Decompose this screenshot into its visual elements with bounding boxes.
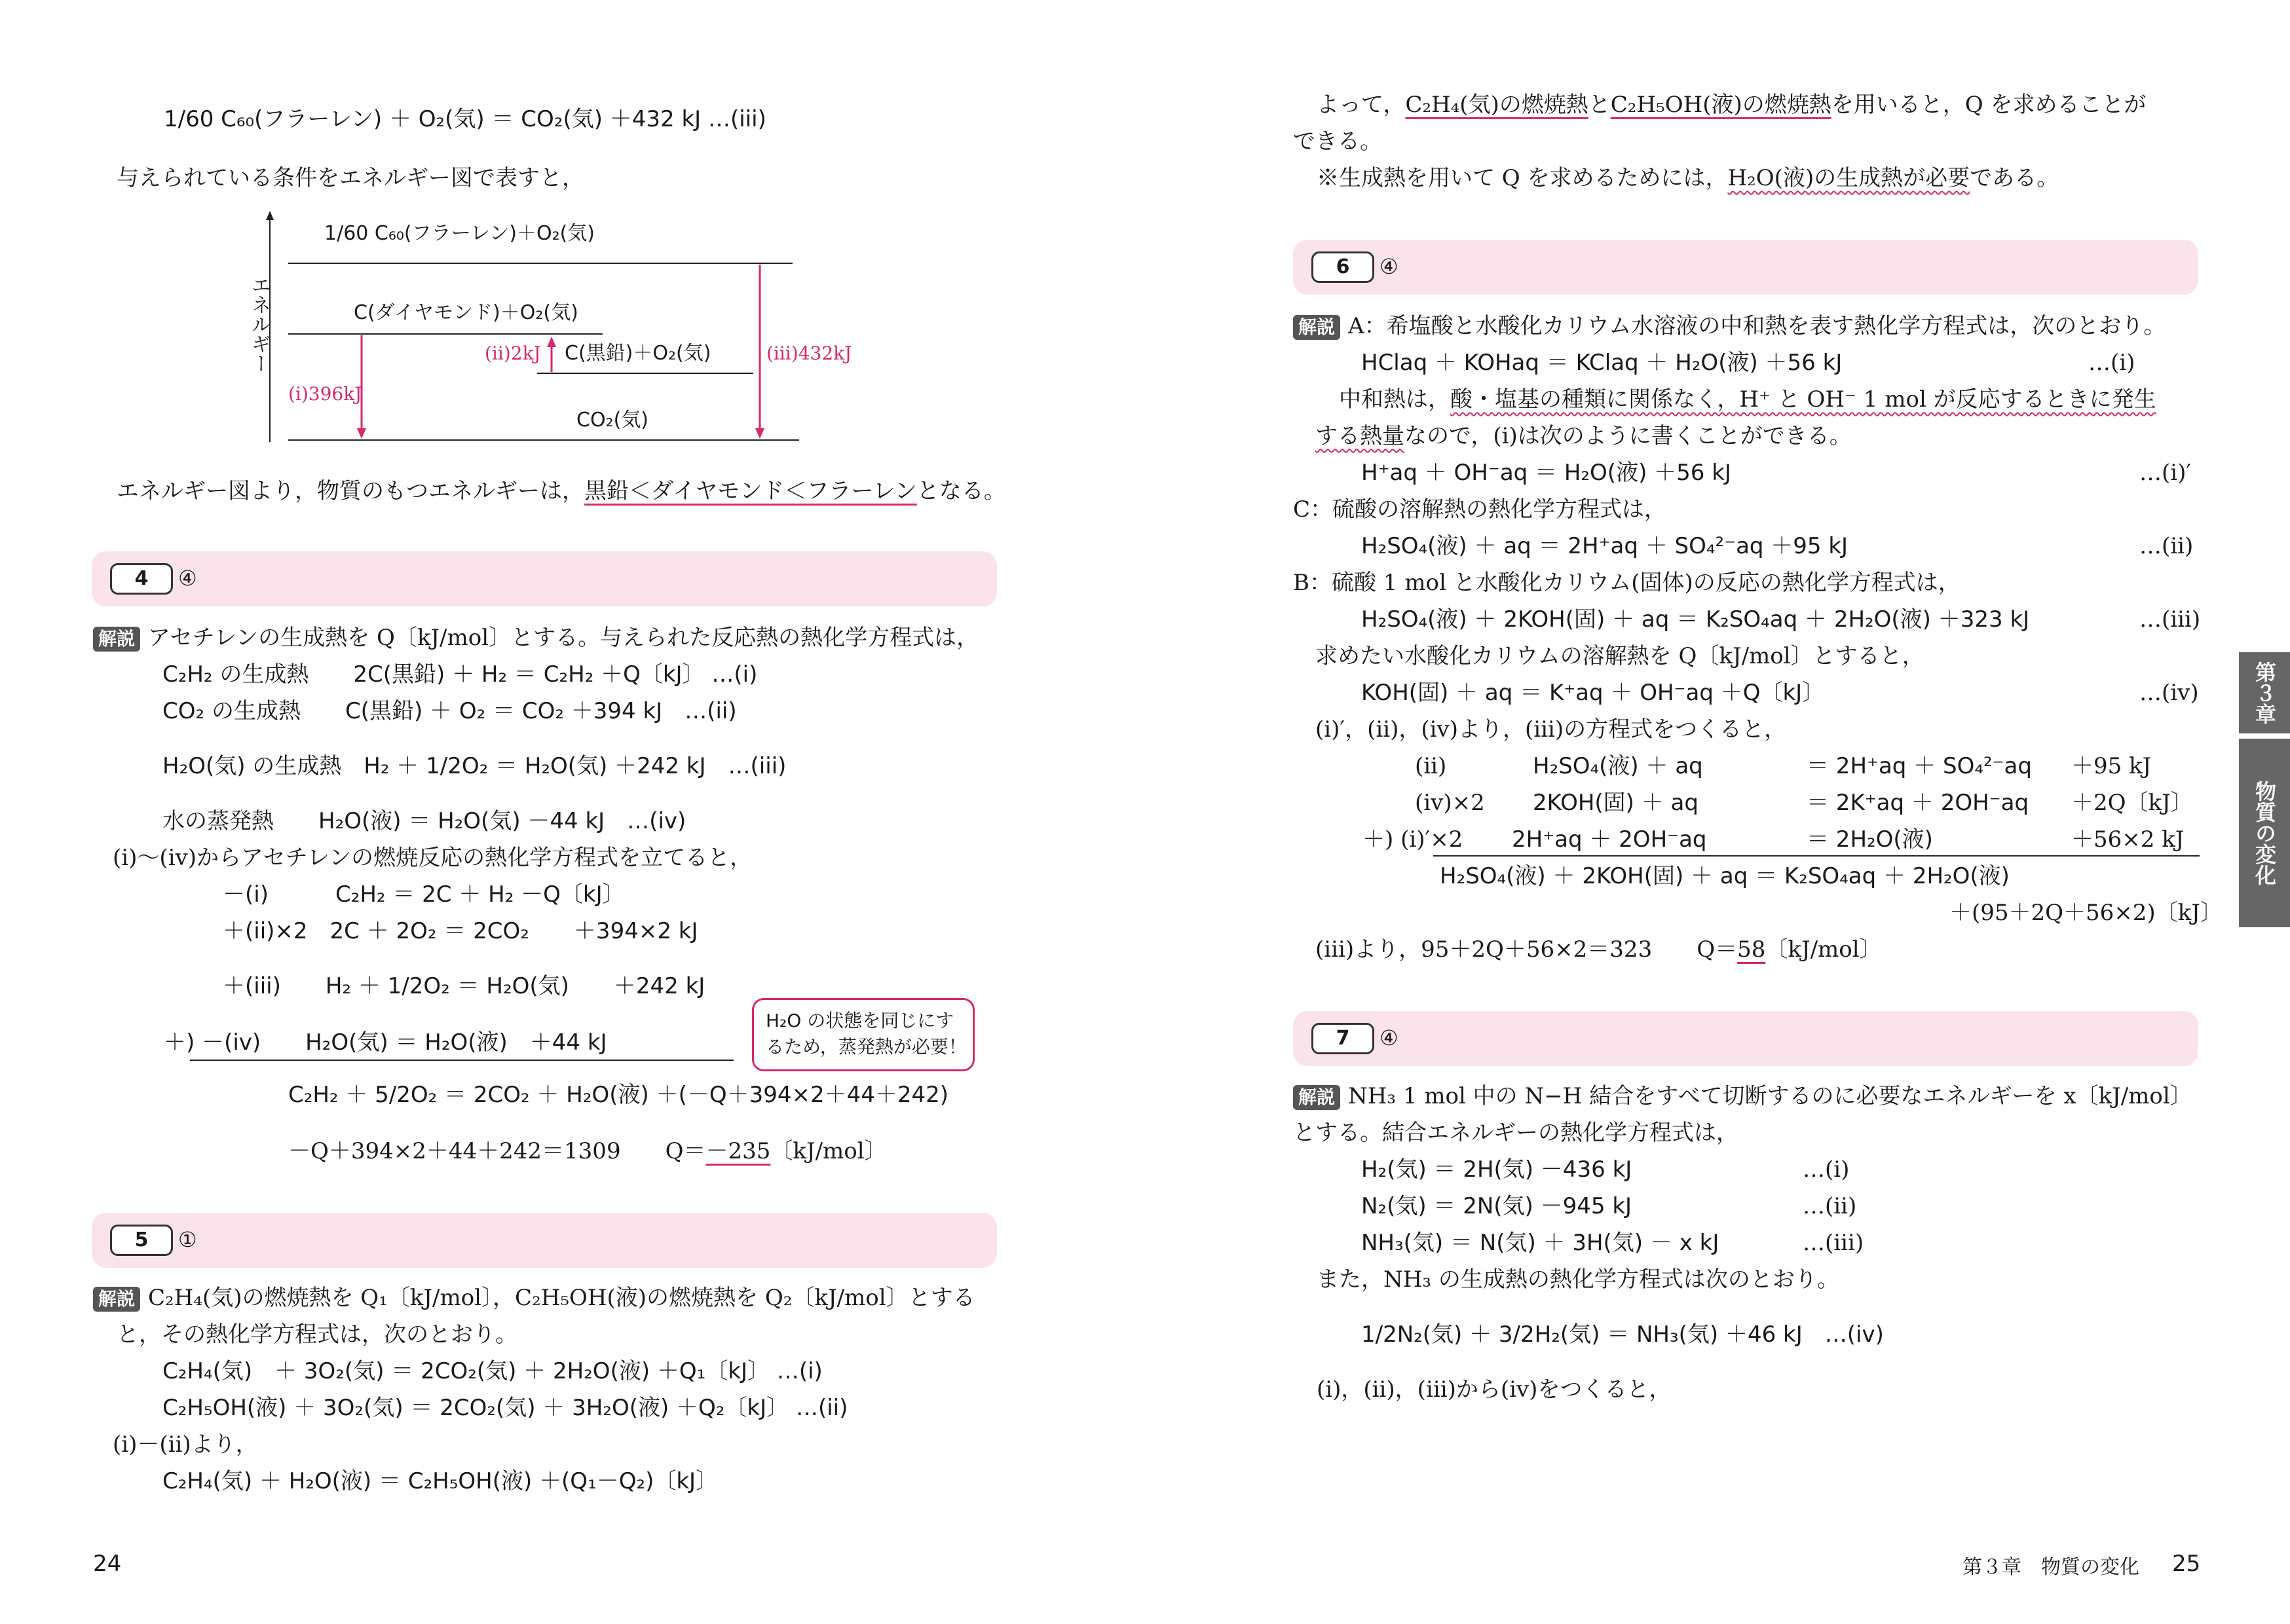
q6-eq-ii: H₂SO₄(液) ＋ aq ＝ 2H⁺aq ＋ SO₄²⁻aq ＋95 kJ [1361, 533, 1849, 559]
q5-result: C₂H₄(気) ＋ H₂O(液) ＝ C₂H₅OH(液) ＋(Q₁－Q₂)〔kJ〕 [162, 1468, 719, 1494]
intro-line-2: できる。 [1293, 128, 1382, 155]
q7-line: NH₃(気) ＝ N(気) ＋ 3H(気) － x kJ [1361, 1230, 1719, 1256]
sum-rule [1433, 855, 2200, 857]
q6-b-label: B：硫酸 1 mol と水酸化カリウム(固体)の反応の熱化学方程式は， [1293, 570, 1961, 596]
intro-line-3: ※生成熱を用いて Q を求めるためには，H₂O(液)の生成熱が必要である。 [1317, 165, 2059, 191]
q6-calc-right: ＝ 2K⁺aq ＋ 2OH⁻aq [1807, 790, 2029, 816]
q6-eq-iv: KOH(固) ＋ aq ＝ K⁺aq ＋ OH⁻aq ＋Q〔kJ〕 [1361, 680, 1825, 706]
q6-calc-right: ＝ 2H₂O(液) [1807, 826, 1933, 853]
q7-line-tag: …(i) [1803, 1156, 1850, 1183]
energy-axis-label: エネルギー [248, 275, 271, 373]
question-5-header [92, 1213, 997, 1268]
question-6-number: 6 [1311, 251, 1374, 283]
q4-line: H₂O(気) の生成熱 H₂ ＋ 1/2O₂ ＝ H₂O(気) ＋242 kJ …(iii) [162, 753, 787, 779]
q6-calc-heat: ＋2Q〔kJ〕 [2071, 790, 2193, 816]
question-6-header [1293, 240, 2198, 295]
q7-line: N₂(気) ＝ 2N(気) －945 kJ [1361, 1193, 1632, 1219]
page-number-left: 24 [93, 1551, 122, 1577]
page-number-right: 25 [2172, 1551, 2201, 1577]
q6-answer-value: 58 [1737, 936, 1766, 963]
question-7-number: 7 [1311, 1023, 1374, 1054]
level-graphite: C(黒鉛)＋O₂(気) [565, 342, 711, 365]
q6-calc-tag: ＋) (i)′×2 [1362, 826, 1463, 853]
kaisetsu-badge: 解説 [1293, 315, 1340, 340]
q4-line: C₂H₂ の生成熱 2C(黒鉛) ＋ H₂ ＝ C₂H₂ ＋Q〔kJ〕 …(i) [162, 661, 758, 688]
q7-end: (i)，(ii)，(iii)から(iv)をつくると， [1317, 1376, 1672, 1403]
q4-transition: (i)～(iv)からアセチレンの燃焼反応の熱化学方程式を立てると， [113, 845, 753, 871]
conclusion-suffix: となる。 [916, 478, 1006, 504]
q6-eq-i2: H⁺aq ＋ OH⁻aq ＝ H₂O(液) ＋56 kJ [1361, 460, 1731, 486]
q6-c-label: C：硫酸の溶解熱の熱化学方程式は， [1293, 496, 1667, 523]
q4-calc-line: ＋) －(iv) H₂O(気) ＝ H₂O(液) ＋44 kJ [164, 1029, 607, 1056]
q4-line: 水の蒸発熱 H₂O(液) ＝ H₂O(気) －44 kJ …(iv) [162, 808, 686, 834]
q6-note-1: 中和熱は，酸・塩基の種類に関係なく，H⁺ と OH⁻ 1 mol が反応するときに発生 [1339, 386, 2156, 413]
q5-intro: 解説 C₂H₄(気)の燃焼熱を Q₁〔kJ/mol〕，C₂H₅OH(液)の燃焼熱を Q₂〔kJ/mol〕とする [93, 1283, 975, 1312]
q7-line-tag: …(iii) [1803, 1230, 1864, 1256]
chapter-tab-title: 物質の変化 [2239, 739, 2290, 927]
q6-calc-tag: (iv)×2 [1415, 790, 1485, 816]
q4-intro: 解説 アセチレンの生成熱を Q〔kJ/mol〕とする。与えられた反応熱の熱化学方程式は， [93, 623, 979, 652]
q6-want: 求めたい水酸化カリウムの溶解熱を Q〔kJ/mol〕とすると， [1315, 643, 1924, 669]
q4-final: －Q＋394×2＋44＋242＝1309 Q＝－235〔kJ/mol〕 [288, 1138, 887, 1164]
q7-intro: 解説 NH₃ 1 mol 中の N−H 結合をすべて切断するのに必要なエネルギーを x〔kJ/mol〕 [1293, 1082, 2192, 1111]
q6-eq-i: HClaq ＋ KOHaq ＝ KClaq ＋ H₂O(液) ＋56 kJ [1361, 350, 1843, 376]
q6-note-2: する熱量なので，(i)は次のように書くことができる。 [1315, 423, 1852, 449]
q6-calc-left: H₂SO₄(液) ＋ aq [1533, 753, 1703, 779]
chapter-tab-number: 第３章 [2239, 652, 2290, 733]
question-7-header [1293, 1011, 2198, 1066]
question-6-answer: ④ [1380, 254, 1398, 279]
level-co2: CO₂(気) [576, 409, 648, 432]
question-4-number: 4 [110, 563, 173, 595]
q6-calc-tag: (ii) [1415, 753, 1447, 779]
arrow-iii-label: (iii)432kJ [766, 342, 852, 364]
q7-line-tag: …(ii) [1803, 1193, 1857, 1219]
right-page [1145, 0, 2290, 1624]
q6-eq-i-tag: …(i) [2088, 350, 2135, 376]
q6-sum-heat: ＋(95＋2Q＋56×2)〔kJ〕 [1949, 900, 2223, 926]
q6-transition: (i)′，(ii)，(iv)より，(iii)の方程式をつくると， [1315, 716, 1787, 743]
q4-answer-value: －235 [705, 1138, 771, 1164]
question-4-header [92, 551, 997, 606]
footer-chapter: 第３章 物質の変化 [1962, 1556, 2139, 1579]
sum-rule [190, 1060, 734, 1061]
q4-calc-line: ＋(ii)×2 2C ＋ 2O₂ ＝ 2CO₂ ＋394×2 kJ [223, 918, 698, 944]
q5-line: C₂H₄(気) ＋ 3O₂(気) ＝ 2CO₂(気) ＋ 2H₂O(液) ＋Q₁〔kJ〕 …(i) [162, 1358, 823, 1384]
level-fullerene: 1/60 C₆₀(フラーレン)＋O₂(気) [324, 222, 595, 245]
question-5-number: 5 [110, 1225, 173, 1256]
q6-eq-iii: H₂SO₄(液) ＋ 2KOH(固) ＋ aq ＝ K₂SO₄aq ＋ 2H₂O(液) ＋323 kJ [1361, 606, 2030, 633]
q5-transition: (i)－(ii)より， [113, 1431, 258, 1458]
evaporation-callout: H₂O の状態を同じにす るため，蒸発熱が必要！ [752, 998, 975, 1071]
q4-calc-line: ＋(iii) H₂ ＋ 1/2O₂ ＝ H₂O(気) ＋242 kJ [223, 973, 705, 999]
kaisetsu-badge: 解説 [93, 1287, 140, 1312]
equation-iii-fullerene: 1/60 C₆₀(フラーレン) ＋ O₂(気) ＝ CO₂(気) ＋432 kJ …(iii) [164, 106, 766, 132]
q7-eq-iv: 1/2N₂(気) ＋ 3/2H₂(気) ＝ NH₃(気) ＋46 kJ …(iv) [1361, 1321, 1884, 1348]
q5-line: C₂H₅OH(液) ＋ 3O₂(気) ＝ 2CO₂(気) ＋ 3H₂O(液) ＋Q₂〔kJ〕 …(ii) [162, 1395, 848, 1421]
q6-eq-iv-tag: …(iv) [2139, 680, 2199, 706]
kaisetsu-badge: 解説 [93, 627, 140, 652]
question-7-answer: ④ [1380, 1025, 1398, 1050]
intro-line-1: よって，C₂H₄(気)の燃焼熱とC₂H₅OH(液)の燃焼熱を用いると，Q を求めることが [1317, 92, 2147, 118]
q6-intro: 解説 A：希塩酸と水酸化カリウム水溶液の中和熱を表す熱化学方程式は，次のとおり。 [1293, 312, 2166, 341]
q6-calc-heat: ＋56×2 kJ [2071, 826, 2185, 853]
q6-calc-left: 2H⁺aq ＋ 2OH⁻aq [1512, 826, 1707, 853]
question-4-answer: ④ [178, 566, 197, 591]
conclusion-highlight: 黒鉛＜ダイヤモンド＜フラーレン [584, 478, 917, 504]
conclusion-prefix: エネルギー図より，物質のもつエネルギーは， [117, 478, 584, 504]
q6-eq-ii-tag: …(ii) [2139, 533, 2194, 559]
q7-also: また，NH₃ の生成熱の熱化学方程式は次のとおり。 [1317, 1266, 1839, 1293]
arrow-i-label: (i)396kJ [288, 383, 362, 405]
q7-line: H₂(気) ＝ 2H(気) －436 kJ [1361, 1156, 1632, 1183]
diagram-intro: 与えられている条件をエネルギー図で表すと， [117, 165, 584, 191]
energy-conclusion [117, 477, 1006, 506]
q6-calc-heat: ＋95 kJ [2071, 753, 2152, 779]
q4-line: CO₂ の生成熱 C(黒鉛) ＋ O₂ ＝ CO₂ ＋394 kJ …(ii) [162, 698, 737, 724]
q6-eq-i2-tag: …(i)′ [2139, 460, 2192, 486]
q6-calc-left: 2KOH(固) ＋ aq [1533, 790, 1699, 816]
q6-calc-right: ＝ 2H⁺aq ＋ SO₄²⁻aq [1807, 753, 2032, 779]
q7-intro-cont: とする。結合エネルギーの熱化学方程式は， [1293, 1120, 1738, 1146]
q5-intro-cont: と，その熱化学方程式は，次のとおり。 [117, 1321, 517, 1348]
q6-eq-iii-tag: …(iii) [2139, 606, 2201, 633]
q4-sum: C₂H₂ ＋ 5/2O₂ ＝ 2CO₂ ＋ H₂O(液) ＋(－Q＋394×2＋44＋242) [288, 1082, 949, 1108]
q4-calc-line: －(i) C₂H₂ ＝ 2C ＋ H₂ －Q〔kJ〕 [223, 881, 625, 908]
q6-sum: H₂SO₄(液) ＋ 2KOH(固) ＋ aq ＝ K₂SO₄aq ＋ 2H₂O(液) [1440, 863, 2010, 889]
question-5-answer: ① [178, 1227, 197, 1252]
q6-final: (iii)より，95＋2Q＋56×2＝323 Q＝58〔kJ/mol〕 [1315, 936, 1882, 963]
arrow-ii-label: (ii)2kJ [485, 342, 541, 364]
level-diamond: C(ダイヤモンド)＋O₂(気) [354, 301, 578, 324]
kaisetsu-badge: 解説 [1293, 1085, 1340, 1110]
